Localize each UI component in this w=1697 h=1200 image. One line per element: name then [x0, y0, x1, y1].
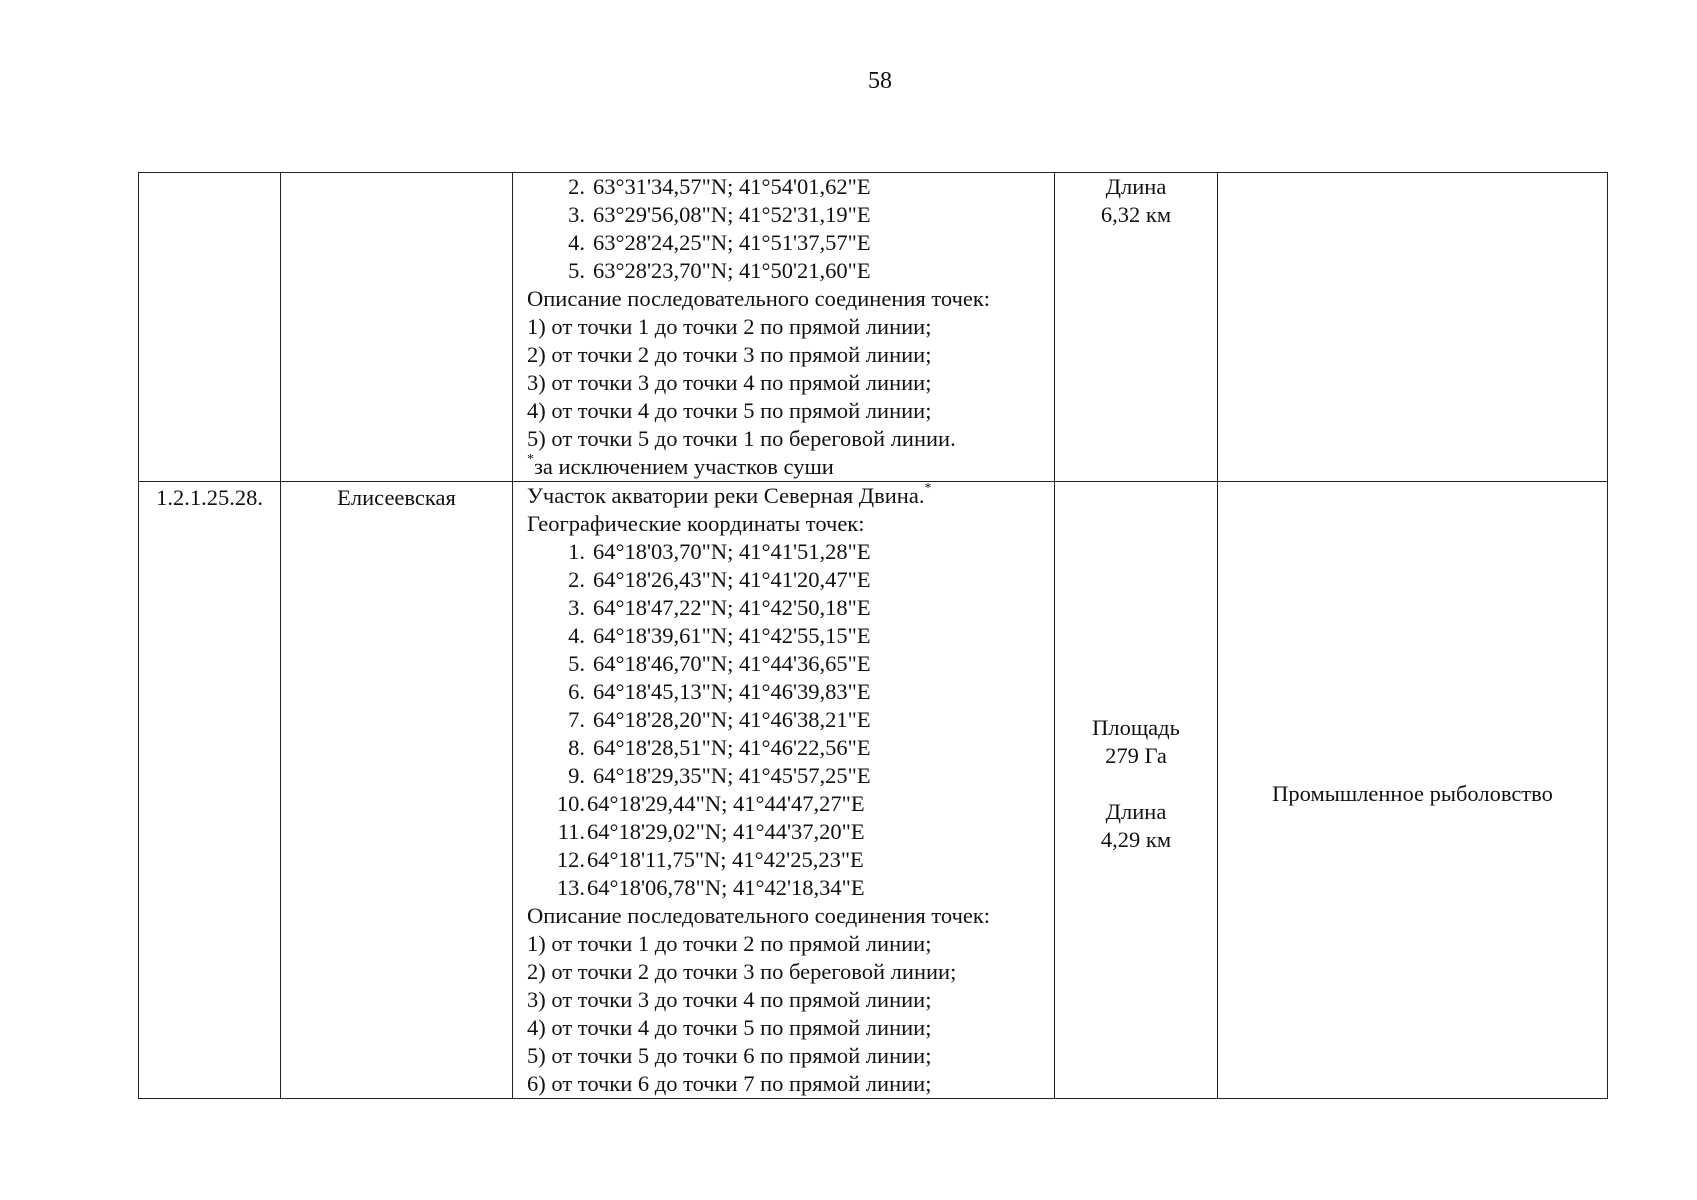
area-description-cell — [513, 482, 1055, 1099]
size-label: Длина — [1105, 174, 1167, 199]
footnote-mark: * — [527, 452, 534, 467]
coordinate-item: 9. 64°18'29,35"N; 41°45'57,25"E — [568, 763, 871, 788]
coordinate-item: 7. 64°18'28,20"N; 41°46'38,21"E — [568, 707, 871, 732]
coordinate-item: 1. 64°18'03,70"N; 41°41'51,28"E — [568, 539, 871, 564]
area-number-cell: 1.2.1.25.28. — [139, 482, 281, 1099]
coordinate-item: 2. 64°18'26,43"N; 41°41'20,47"E — [568, 567, 871, 592]
coordinate-item: 2. 63°31'34,57"N; 41°54'01,62"E — [568, 174, 871, 199]
coordinates-title: Географические координаты точек: — [527, 511, 865, 536]
connection-title: Описание последовательного соединения точек: — [527, 286, 991, 311]
area-use-cell — [1218, 173, 1608, 482]
size-value: 279 Га — [1105, 743, 1167, 768]
coordinate-item: 5. 64°18'46,70"N; 41°44'36,65"E — [568, 651, 871, 676]
coordinate-item: 8. 64°18'28,51"N; 41°46'22,56"E — [568, 735, 871, 760]
coordinate-item: 10.64°18'29,44"N; 41°44'47,27"E — [556, 791, 865, 816]
footnote: *за исключением участков суши — [527, 452, 834, 479]
connection-item: 2) от точки 2 до точки 3 по прямой линии; — [527, 342, 932, 367]
area-use-cell — [1218, 482, 1608, 1099]
connection-item: 5) от точки 5 до точки 6 по прямой линии; — [527, 1043, 932, 1068]
area-size-cell — [1055, 173, 1218, 482]
footnote-mark: * — [924, 481, 932, 496]
connection-item: 1) от точки 1 до точки 2 по прямой линии; — [527, 314, 932, 339]
area-title: Участок акватории реки Северная Двина.* — [527, 481, 932, 508]
coordinate-item: 6. 64°18'45,13"N; 41°46'39,83"E — [568, 679, 871, 704]
area-use-text: Промышленное рыболовство — [1272, 781, 1553, 806]
size-label: Площадь — [1092, 715, 1180, 740]
area-name-cell — [281, 173, 513, 482]
coordinate-item: 13.64°18'06,78"N; 41°42'18,34"E — [556, 875, 865, 900]
area-number-cell — [139, 173, 281, 482]
connection-item: 6) от точки 6 до точки 7 по прямой линии; — [527, 1071, 932, 1096]
coordinate-item: 4. 64°18'39,61"N; 41°42'55,15"E — [568, 623, 871, 648]
coordinate-item: 12.64°18'11,75"N; 41°42'25,23"E — [556, 847, 864, 872]
coordinate-item: 11.64°18'29,02"N; 41°44'37,20"E — [557, 819, 865, 844]
size-spacer — [1055, 770, 1217, 798]
fishing-areas-table — [138, 172, 1608, 1099]
coordinate-item: 3. 64°18'47,22"N; 41°42'50,18"E — [568, 595, 871, 620]
connection-item: 3) от точки 3 до точки 4 по прямой линии; — [527, 370, 932, 395]
connection-item: 2) от точки 2 до точки 3 по береговой линии; — [527, 959, 957, 984]
table-row — [139, 482, 1608, 1099]
connection-item: 3) от точки 3 до точки 4 по прямой линии; — [527, 987, 932, 1012]
area-name-cell: Елисеевская — [281, 482, 513, 1099]
size-value: 6,32 км — [1100, 202, 1172, 227]
connection-item: 4) от точки 4 до точки 5 по прямой линии; — [527, 1015, 932, 1040]
size-label: Длина — [1105, 799, 1167, 824]
connection-title: Описание последовательного соединения точек: — [527, 903, 991, 928]
page-number: 58 — [868, 68, 892, 94]
connection-item: 1) от точки 1 до точки 2 по прямой линии; — [527, 931, 932, 956]
coordinate-item: 5. 63°28'23,70"N; 41°50'21,60"E — [568, 258, 871, 283]
coordinate-item: 4. 63°28'24,25"N; 41°51'37,57"E — [568, 230, 871, 255]
connection-item: 4) от точки 4 до точки 5 по прямой линии; — [527, 398, 932, 423]
area-description-cell — [513, 173, 1055, 482]
connection-item: 5) от точки 5 до точки 1 по береговой линии. — [527, 426, 956, 451]
coordinate-item: 3. 63°29'56,08"N; 41°52'31,19"E — [568, 202, 871, 227]
area-size-cell — [1055, 482, 1218, 1099]
table-row — [139, 173, 1608, 482]
size-value: 4,29 км — [1100, 827, 1172, 852]
